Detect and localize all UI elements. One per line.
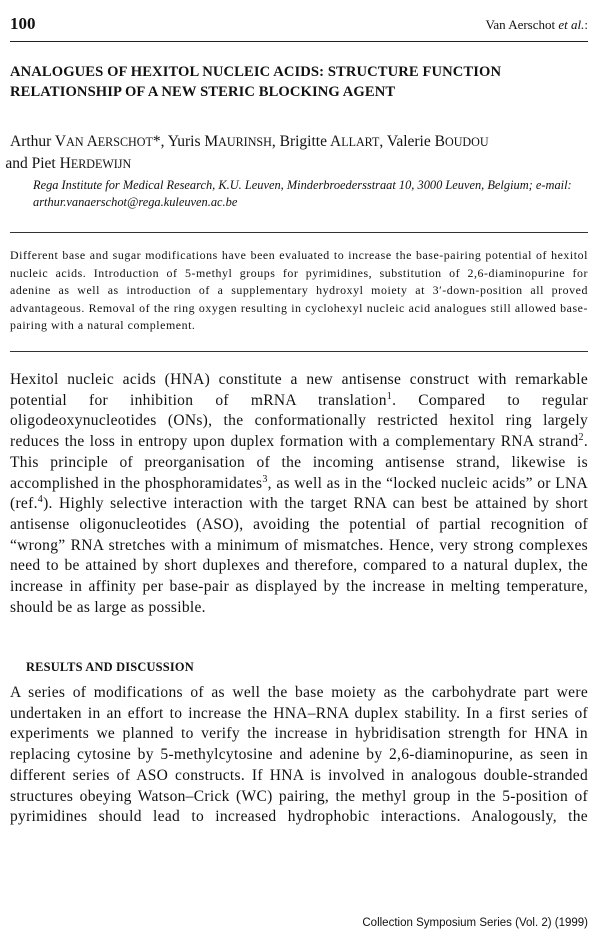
citation-ref: 4 (37, 494, 44, 506)
author: Arthur VAN AERSCHOT*, (10, 133, 168, 150)
citation-ref: 2 (578, 431, 584, 443)
author-list (5, 131, 588, 175)
author: Valerie BOUDOU (386, 133, 489, 150)
header-rule (10, 41, 588, 42)
author: Brigitte ALLART, (279, 133, 387, 150)
abstract-rule-bottom (10, 351, 588, 352)
running-author (485, 17, 588, 33)
page-number: 100 (10, 14, 36, 33)
series-footer: Collection Symposium Series (Vol. 2) (1999) (362, 917, 588, 929)
author: Piet HERDEWIJN (31, 155, 132, 172)
running-author-etal: et al. (558, 17, 585, 32)
intro-paragraph: Hexitol nucleic acids (HNA) constitute a new antisense construct with remarkable potential for inhibition of mRNA translation$^1$. Compared to regular oligodeoxynucleotides (ONs), the conformationally restricted hexitol ring largely reduces the loss in entropy upon duplex formation with a complementary RNA strand$^2$. This principle of preorganisation of the incoming antisense strand, likewise is accomplished in the phosphoramidates$^3$, as well as in the “locked nucleic acids” or LNA (ref.$^4$). Highly selective interaction with the target RNA can best be attained by short antisense oligonucleotides (ASO), avoiding the potential of partial recognition of “wrong” RNA stretches with a minimum of mismatches. Hence, very strong complexes need to be attained by short duplexes and therefore, compared to a natural duplex, the increase in affinity per base-pair as displayed by the increase in melting temperature, should be as large as possible. (10, 371, 589, 616)
results-paragraph: A series of modifications of as well the base moiety as the carbohydrate part were undertaken in an effort to increase the HNA–RNA duplex stability. In a first series of experiments we planned to verify the increase in hybridisation strength for HNA in replacing cytosine by 5-methylcytosine and adenine by 2,6-diaminopurine, as seen in different series of ASO constructs. If HNA is involved in analogous double-stranded structures obeying Watson–Crick (WC) pairing, the methyl group in the 5-position of pyrimidines should lead to increased hydrophobic interactions. Analogously, the (10, 684, 588, 826)
citation-ref: 1 (386, 390, 393, 402)
abstract-rule-top (10, 232, 588, 233)
running-head (10, 14, 588, 34)
article-title: ANALOGUES OF HEXITOL NUCLEIC ACIDS: STRUCTURE FUNCTION RELATIONSHIP OF A NEW STERIC BLOCKING AGENT (10, 64, 502, 100)
section-heading: RESULTS AND DISCUSSION (26, 660, 194, 674)
author: Yuris MAURINSH, (167, 133, 280, 150)
abstract: Different base and sugar modifications have been evaluated to increase the base-pairing potential of hexitol nucleic acids. Introduction of 5-methyl groups for pyrimidines, substitution of 2,6-diaminopurine for adenine as well as introduction of a supplementary hydroxyl moiety at 3′-down-position all proved advantageous. Removal of the ring oxygen resulting in cyclohexyl nucleic acid analogues still allowed base-pairing with a natural complement. (10, 248, 588, 333)
running-author-colon: : (584, 17, 588, 32)
authors-conjunction: and (5, 155, 32, 172)
affiliation: Rega Institute for Medical Research, K.U. Leuven, Minderbroedersstraat 10, 3000 Leuven, Belgium; e-mail: arthur.vanaerschot@rega.kuleuven.ac.be (33, 178, 572, 209)
running-author-name: Van Aerschot (485, 17, 556, 32)
citation-ref: 3 (262, 473, 268, 485)
